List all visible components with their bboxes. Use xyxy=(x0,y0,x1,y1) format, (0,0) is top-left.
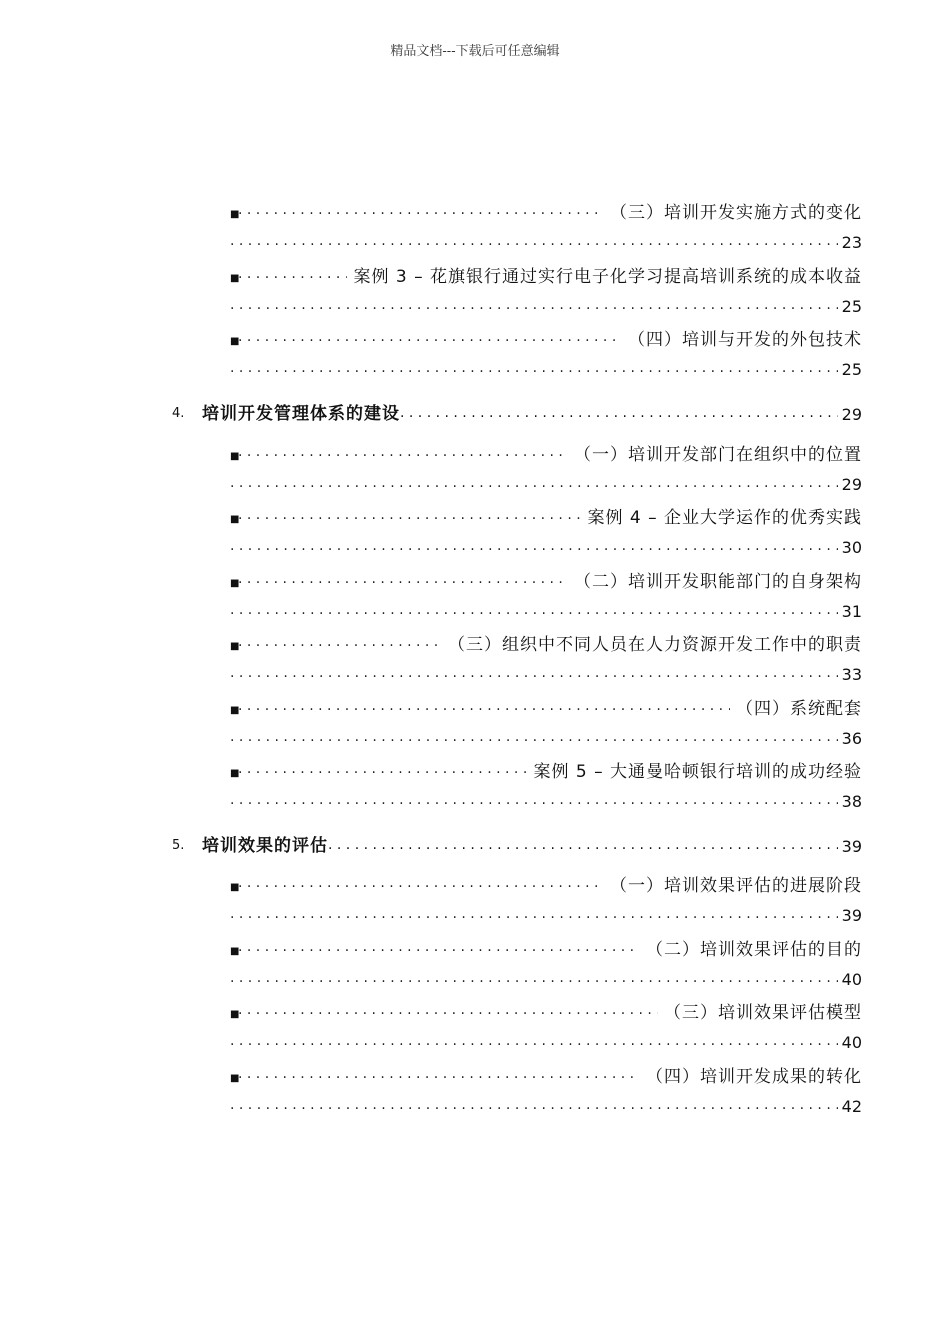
toc-entry-title: （二）培训开发职能部门的自身架构 xyxy=(574,572,862,592)
bullet-icon: ■ xyxy=(230,1009,240,1020)
dot-leader xyxy=(230,970,838,986)
toc-page-line xyxy=(230,294,862,316)
toc-entry-title: （二）培训效果评估的目的 xyxy=(646,940,862,960)
bullet-icon: ■ xyxy=(230,273,240,284)
toc-entry[interactable] xyxy=(230,567,862,593)
bullet-icon: ■ xyxy=(230,336,240,347)
toc-page-line xyxy=(230,472,862,494)
toc-entry[interactable] xyxy=(230,694,862,720)
toc-section[interactable] xyxy=(172,830,862,856)
dot-leader xyxy=(230,475,838,491)
toc-entry[interactable] xyxy=(230,262,862,288)
toc-page-line xyxy=(230,662,862,684)
toc-page-line xyxy=(230,535,862,557)
toc-page-number: 39 xyxy=(841,837,862,856)
dot-leader xyxy=(238,758,527,780)
toc-entry-title: （三）组织中不同人员在人力资源开发工作中的职责 xyxy=(448,635,862,655)
toc-page-number: 39 xyxy=(841,906,862,925)
toc-page-number: 29 xyxy=(841,405,862,424)
bullet-icon: ■ xyxy=(230,451,240,462)
dot-leader xyxy=(238,568,568,590)
toc-entry[interactable] xyxy=(230,440,862,466)
dot-leader xyxy=(238,199,604,221)
toc-entry[interactable] xyxy=(230,871,862,897)
toc-entry-title: （四）培训与开发的外包技术 xyxy=(628,330,862,350)
toc-page-line xyxy=(230,726,862,748)
toc-entry-title: （四）系统配套 xyxy=(736,699,862,719)
toc-entry-title: （一）培训开发部门在组织中的位置 xyxy=(574,445,862,465)
toc-page-number: 38 xyxy=(841,792,862,811)
toc-page-line xyxy=(230,1094,862,1116)
toc-entry-title: （三）培训开发实施方式的变化 xyxy=(610,203,862,223)
toc-page-number: 42 xyxy=(841,1097,862,1116)
dot-leader xyxy=(238,999,658,1021)
bullet-icon: ■ xyxy=(230,641,240,652)
dot-leader xyxy=(230,792,838,808)
toc-page-line xyxy=(230,1030,862,1052)
toc-page-line xyxy=(230,903,862,925)
bullet-icon: ■ xyxy=(230,882,240,893)
toc-section[interactable] xyxy=(172,398,862,424)
dot-leader xyxy=(238,504,581,526)
toc-entry-title: 案例 5 – 大通曼哈顿银行培训的成功经验 xyxy=(533,762,862,782)
toc-entry-title: （三）培训效果评估模型 xyxy=(664,1003,862,1023)
toc-entry[interactable] xyxy=(230,1062,862,1088)
toc-entry[interactable] xyxy=(230,757,862,783)
dot-leader xyxy=(238,263,347,285)
dot-leader xyxy=(238,695,730,717)
toc-page-line xyxy=(230,357,862,379)
dot-leader xyxy=(238,631,442,653)
toc-page-line xyxy=(230,789,862,811)
toc-page-number: 31 xyxy=(841,602,862,621)
dot-leader xyxy=(230,602,838,618)
dot-leader xyxy=(230,360,838,376)
toc-page-number: 33 xyxy=(841,665,862,684)
toc-entry-title: （一）培训效果评估的进展阶段 xyxy=(610,876,862,896)
bullet-icon: ■ xyxy=(230,1073,240,1084)
toc-page-number: 30 xyxy=(841,538,862,557)
toc-page-number: 40 xyxy=(841,970,862,989)
bullet-icon: ■ xyxy=(230,209,240,220)
toc-page-number: 29 xyxy=(841,475,862,494)
toc-page-line xyxy=(230,599,862,621)
toc-entry[interactable] xyxy=(230,630,862,656)
section-number: 4. xyxy=(172,406,185,421)
bullet-icon: ■ xyxy=(230,705,240,716)
toc-entry[interactable] xyxy=(230,935,862,961)
dot-leader xyxy=(238,1063,640,1085)
bullet-icon: ■ xyxy=(230,946,240,957)
toc-entry[interactable] xyxy=(230,198,862,224)
dot-leader xyxy=(230,1097,838,1113)
dot-leader xyxy=(238,872,604,894)
dot-leader xyxy=(230,538,838,554)
section-title: 培训效果的评估 xyxy=(202,836,328,856)
dot-leader xyxy=(230,906,838,922)
toc-entry[interactable] xyxy=(230,503,862,529)
page-header: 精品文档---下载后可任意编辑 xyxy=(390,44,560,59)
toc-page-number: 25 xyxy=(841,297,862,316)
toc-entry[interactable] xyxy=(230,998,862,1024)
bullet-icon: ■ xyxy=(230,578,240,589)
toc-page-line xyxy=(230,230,862,252)
section-title: 培训开发管理体系的建设 xyxy=(202,404,400,424)
dot-leader xyxy=(230,233,838,249)
toc-page-number: 25 xyxy=(841,360,862,379)
dot-leader xyxy=(230,1033,838,1049)
toc-entry-title: 案例 3 – 花旗银行通过实行电子化学习提高培训系统的成本收益 xyxy=(353,267,862,287)
dot-leader xyxy=(230,729,838,745)
dot-leader xyxy=(230,665,838,681)
toc-page-number: 36 xyxy=(841,729,862,748)
toc-page-number: 40 xyxy=(841,1033,862,1052)
bullet-icon: ■ xyxy=(230,768,240,779)
dot-leader xyxy=(238,441,568,463)
dot-leader xyxy=(238,326,622,348)
toc-page-line xyxy=(230,967,862,989)
toc-entry[interactable] xyxy=(230,325,862,351)
toc-page-number: 23 xyxy=(841,233,862,252)
toc-entry-title: （四）培训开发成果的转化 xyxy=(646,1067,862,1087)
toc-entry-title: 案例 4 – 企业大学运作的优秀实践 xyxy=(587,508,862,528)
section-number: 5. xyxy=(172,838,185,853)
bullet-icon: ■ xyxy=(230,514,240,525)
dot-leader xyxy=(400,405,838,421)
dot-leader xyxy=(238,936,640,958)
dot-leader xyxy=(328,837,838,853)
dot-leader xyxy=(230,297,838,313)
